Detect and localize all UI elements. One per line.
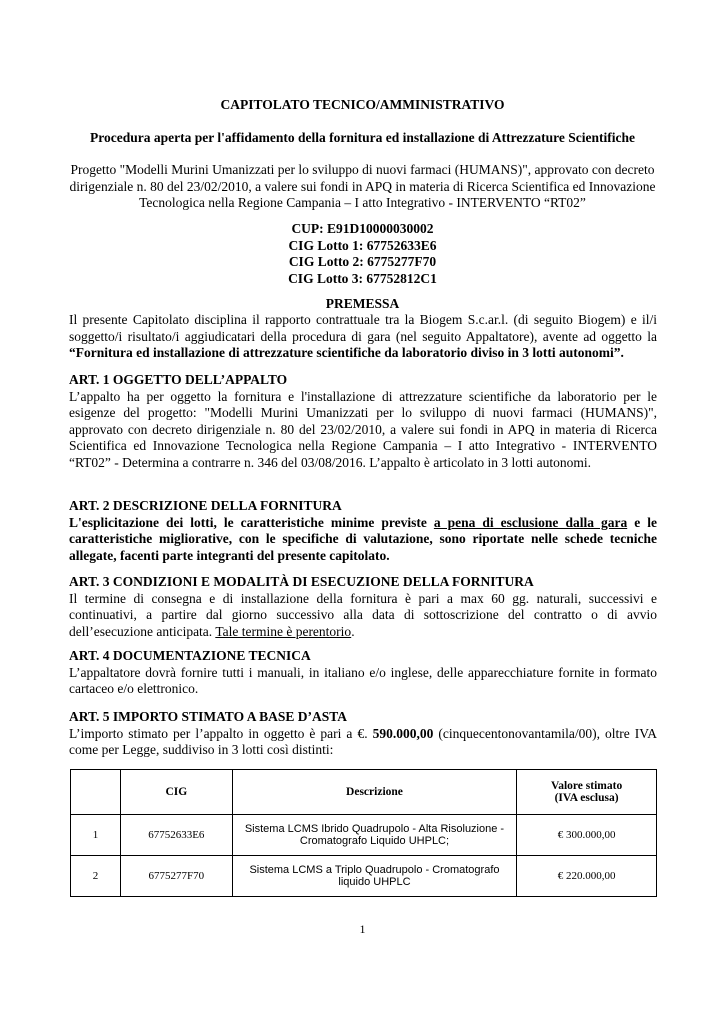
row-cig: 67752633E6	[120, 815, 232, 856]
article-2-text-a: L'esplicitazione dei lotti, le caratteristiche minime previste	[69, 514, 434, 530]
header-cig: CIG	[120, 770, 232, 815]
premessa-heading: PREMESSA	[325, 296, 400, 311]
cup-code: CUP: E91D10000030002	[291, 221, 434, 236]
article-2-underlined: a pena di esclusione dalla gara	[433, 514, 628, 530]
article-2	[69, 498, 657, 564]
article-4	[69, 648, 657, 698]
page-number: 1	[359, 922, 366, 936]
row-num: 2	[71, 856, 121, 897]
row-description: Sistema LCMS Ibrido Quadrupolo - Alta Risoluzione - Cromatografo Liquido UHPLC;	[232, 815, 516, 856]
row-num: 1	[71, 815, 121, 856]
premessa-paragraph	[69, 312, 657, 362]
article-3	[69, 574, 657, 640]
header-description: Descrizione	[232, 770, 516, 815]
header-num	[71, 770, 121, 815]
cig-lot-1: CIG Lotto 1: 67752633E6	[288, 237, 437, 253]
row-cig: 6775277F70	[120, 856, 232, 897]
project-description: Progetto "Modelli Murini Umanizzati per lo sviluppo di nuovi farmaci (HUMANS)", approvato con decreto dirigenziale n. 80 del 23/02/2010, a valere sui fondi in APQ in materia di Ricerca Scientifica ed Innovazione Tecnologica nella Regione Campania – I atto Integrativo - INTERVENTO “RT02”	[69, 162, 656, 210]
lots-table	[70, 769, 657, 897]
article-5-heading: ART. 5 IMPORTO STIMATO A BASE D’ASTA	[69, 709, 347, 724]
article-4-heading: ART. 4 DOCUMENTAZIONE TECNICA	[69, 648, 311, 663]
premessa-bold-text: “Fornitura ed installazione di attrezzature scientifiche da laboratorio diviso in 3 lotti autonomi”.	[69, 345, 624, 360]
article-1-text: L’appalto ha per oggetto la fornitura e l'installazione di attrezzature scientifiche da laboratorio per le esigenze del progetto: "Modelli Murini Umanizzati per lo sviluppo di nuovi farmaci (HUMANS)", approvato con decreto dirigenziale n. 80 del 23/02/2010, a valere sui fondi in APQ in materia di Ricerca Scientifica ed Innovazione Tecnologica nella Regione Campania – I atto Integrativo - INTERVENTO “RT02” - Determina a contrarre n. 346 del 03/08/2016. L’appalto è articolato in 3 lotti autonomi.	[69, 388, 657, 470]
article-3-end: .	[351, 623, 355, 639]
article-3-heading: ART. 3 CONDIZIONI E MODALITÀ DI ESECUZIONE DELLA FORNITURA	[69, 574, 534, 589]
row-description: Sistema LCMS a Triplo Quadrupolo - Cromatografo liquido UHPLC	[232, 856, 516, 897]
cig-lot-2: CIG Lotto 2: 6775277F70	[288, 254, 437, 269]
header-value-line-2: (IVA esclusa)	[554, 792, 619, 804]
article-1	[69, 372, 657, 471]
article-5-text-a: L’importo stimato per l’appalto in oggetto è pari a €.	[69, 725, 373, 741]
cig-lot-3: CIG Lotto 3: 67752812C1	[288, 270, 437, 286]
article-5	[69, 709, 657, 759]
header-value-line-1: Valore stimato	[550, 780, 623, 792]
premessa-text: Il presente Capitolato disciplina il rapporto contrattuale tra la Biogem S.c.ar.l. (di seguito Biogem) e il/i soggetto/i risultato/i aggiudicatari della procedura di gara (nel seguito Appaltatore), avente ad oggetto la	[69, 312, 657, 344]
article-4-text: L’appaltatore dovrà fornire tutti i manuali, in italiano e/o inglese, delle apparecchiature fornite in formato cartaceo e/o elettronico.	[69, 664, 657, 696]
row-value: € 300.000,00	[517, 815, 657, 856]
identification-codes	[0, 221, 725, 287]
article-5-text-b: (cinquecentonovantamila/00), oltre IVA come per Legge, suddiviso in 3 lotti così distinti:	[69, 725, 658, 757]
document-subtitle: Procedura aperta per l'affidamento della fornitura ed installazione di Attrezzature Scientifiche	[90, 130, 635, 145]
article-2-heading: ART. 2 DESCRIZIONE DELLA FORNITURA	[69, 498, 342, 513]
table-row	[71, 815, 657, 856]
article-2-text-b: e le caratteristiche migliorative, con le specifiche di valutazione, sono riportate nelle schede tecniche allegate, facenti parte integranti del presente capitolato.	[69, 514, 657, 563]
table-header-row	[71, 770, 657, 815]
article-3-text: Il termine di consegna e di installazione della fornitura è pari a max 60 gg. naturali, successivi e continuativi, a partire dal giorno successivo alla data di sottoscrizione del contratto o di avvio dell’esecuzione anticipata.	[69, 590, 657, 639]
header-value	[517, 770, 657, 815]
table-row	[71, 856, 657, 897]
article-3-underlined: Tale termine è perentorio	[215, 623, 352, 639]
article-1-heading: ART. 1 OGGETTO DELL’APPALTO	[69, 372, 288, 387]
row-value: € 220.000,00	[517, 856, 657, 897]
document-title: CAPITOLATO TECNICO/AMMINISTRATIVO	[220, 97, 505, 112]
article-5-amount: 590.000,00	[372, 725, 434, 741]
